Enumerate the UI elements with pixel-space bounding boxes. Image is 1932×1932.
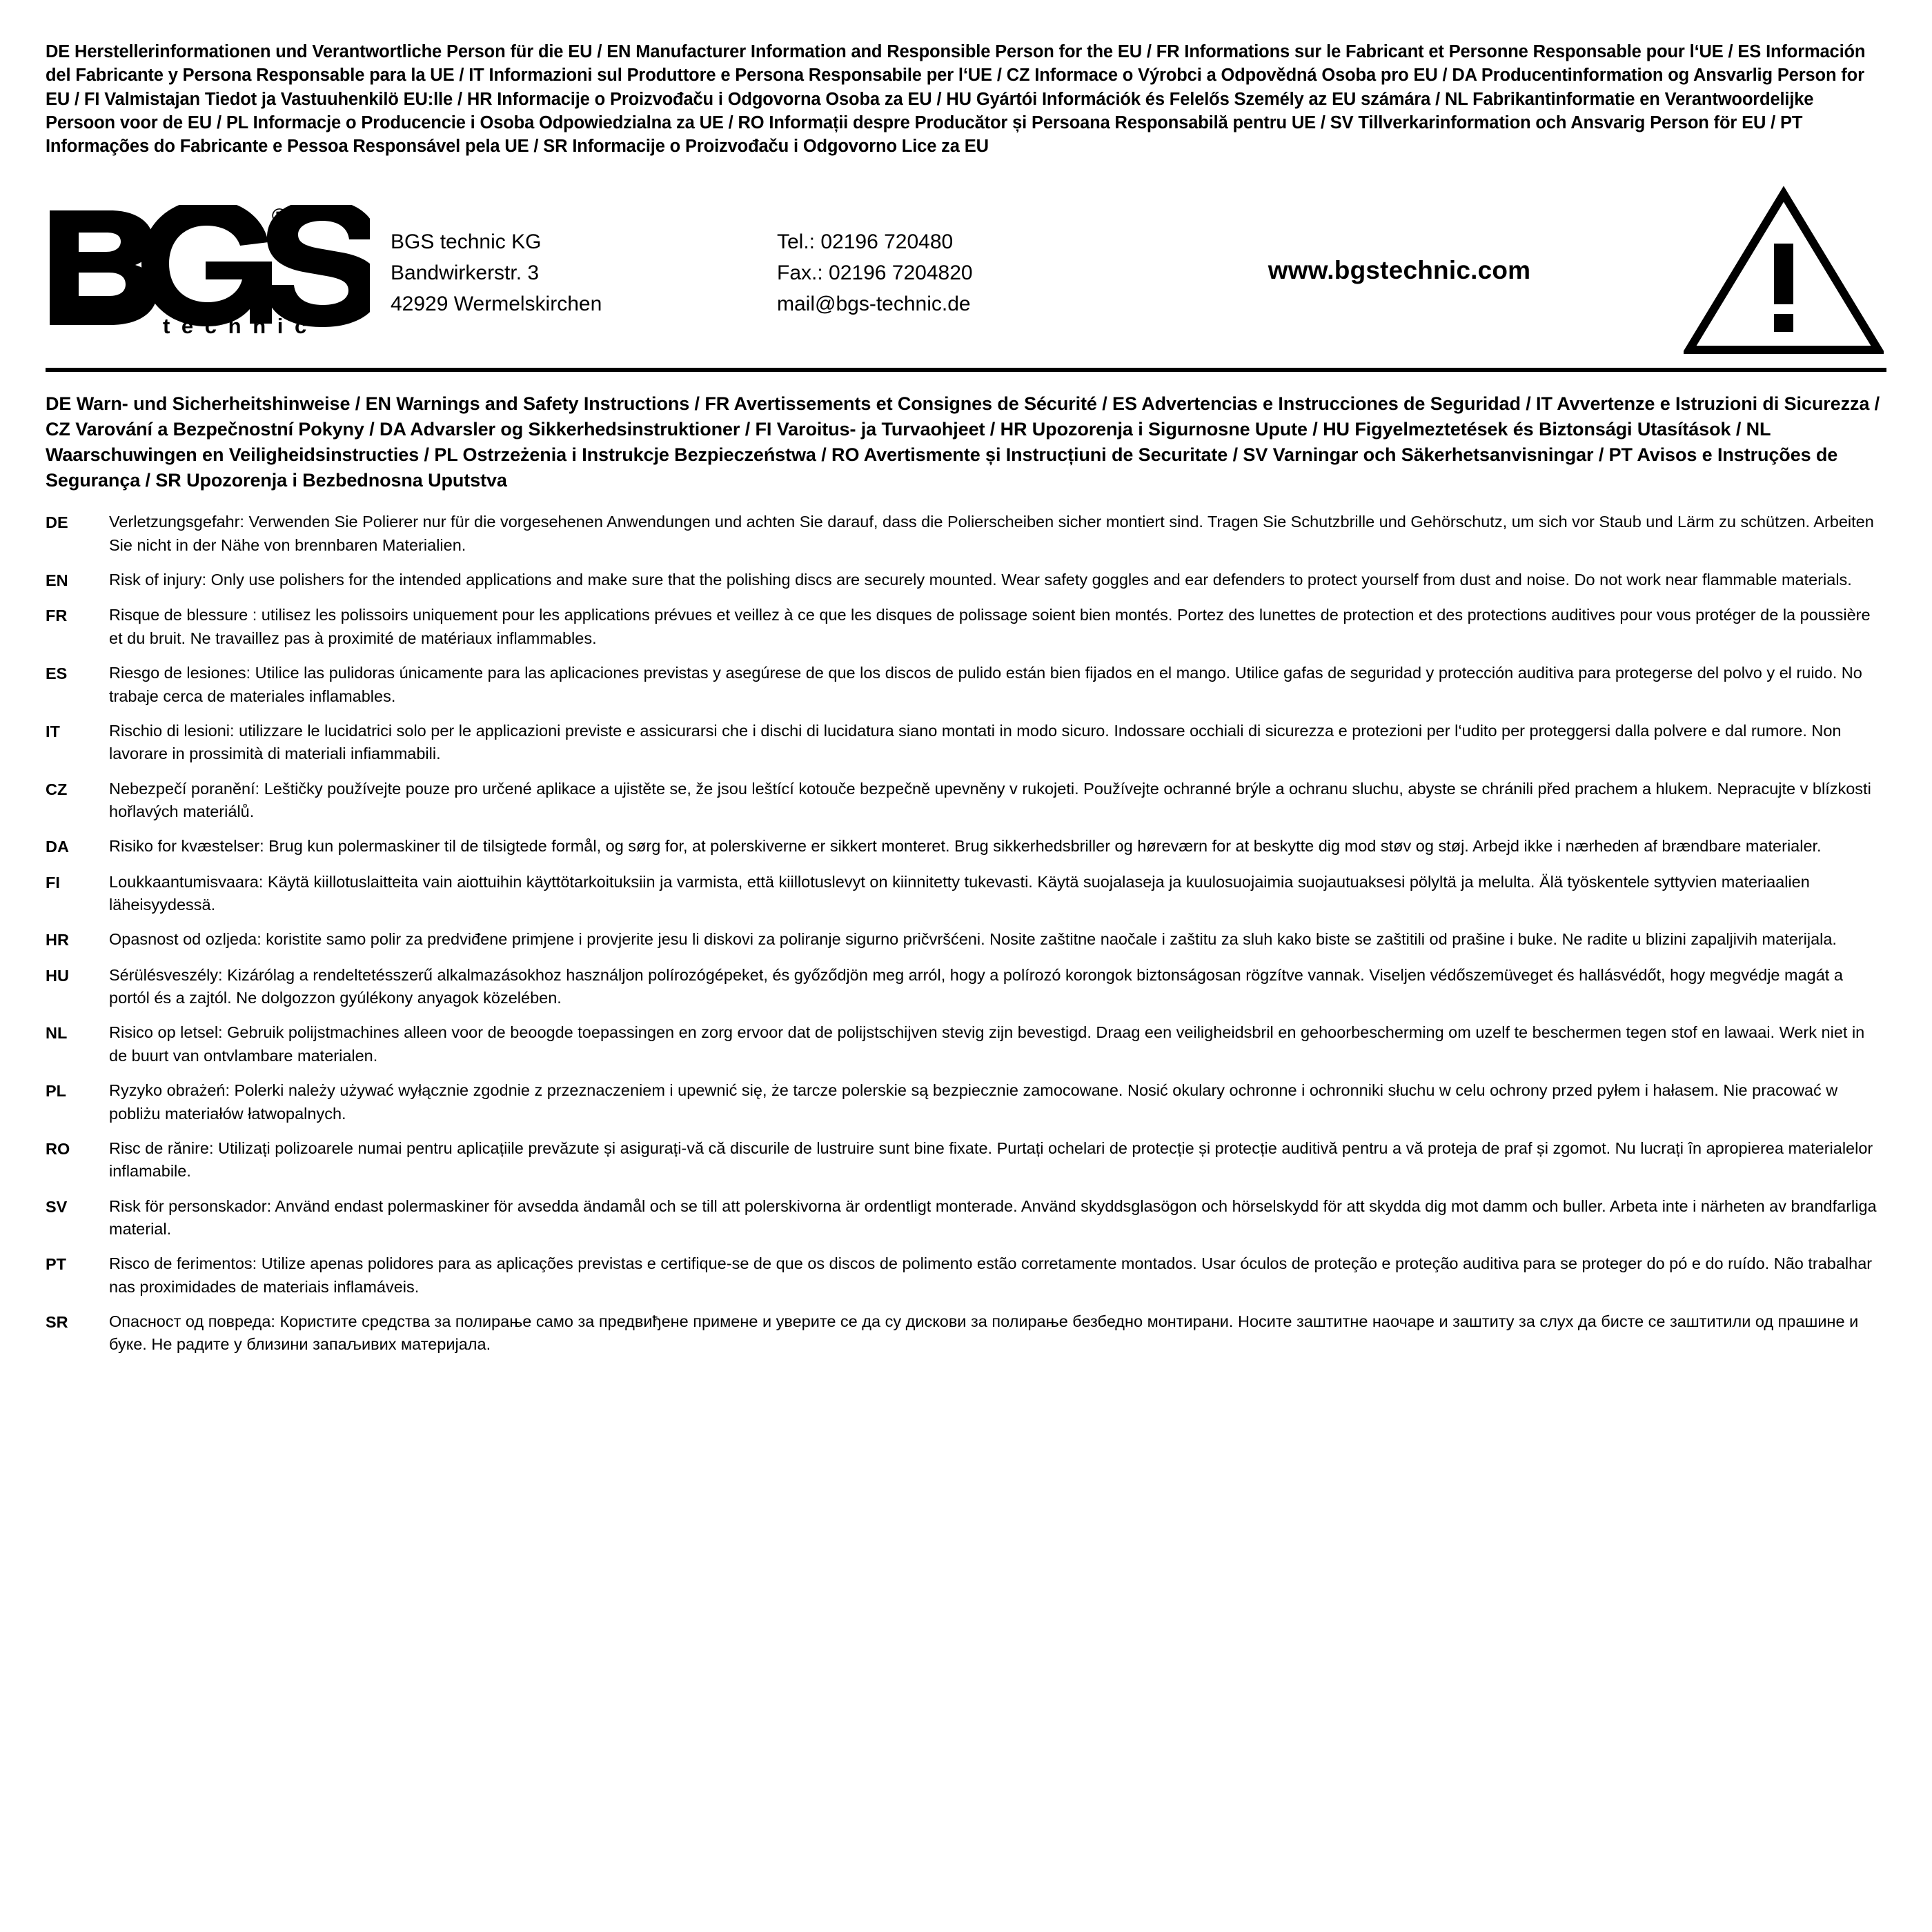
- warning-text: Risk för personskador: Använd endast polermaskiner för avsedda ändamål och se till att polerskivorna är ordentligt monterade. Använd skyddsglasögon och hörselskydd för att skydda dig mot damm och buller. Arbeta inte i närheten av brandfarliga material.: [109, 1196, 1877, 1238]
- company-name: BGS technic KG: [391, 230, 542, 253]
- company-email[interactable]: mail@bgs-technic.de: [777, 292, 971, 315]
- page-title: DE Herstellerinformationen und Verantwortliche Person für die EU / EN Manufacturer Information and Responsible Person for the EU / FR Informations sur le Fabricant et Personne Responsable pour l‘UE / ES Información del Fabricante y Persona Responsable para la UE / IT Informazioni sul Produttore e Persona Responsabile per l‘UE / CZ Informace o Výrobci a Odpovědná Osoba pro EU / DA Producentinformation og Ansvarlig Person for EU / FI Valmistajan Tiedot ja Vastuuhenkilö EU:lle / HR Informacije o Proizvođaču i Odgovorna Osoba za EU / HU Gyártói Információk és Felelős Személy az EU számára / NL Fabrikantinformatie en Verantwoordelijke Persoon voor de EU / PL Informacje o Producencie i Osoba Odpowiedzialna za UE / RO Informații despre Producător și Persoana Responsabilă pentru UE / SV Tillverkarinformation och Ansvarig Person för EU / PT Informações do Fabricante e Pessoa Responsável pela UE / SR Informacije o Proizvođaču i Odgovorno Lice za EU: [46, 42, 1866, 157]
- warning-text: Risico op letsel: Gebruik polijstmachines alleen voor de beoogde toepassingen en zorg ervoor dat de polijstschijven stevig zijn bevestigd. Draag een veiligheidsbril en gehoorbescherming om uzelf te beschermen tegen stof en lawaai. Werk niet in de buurt van ontvlambare materialen.: [109, 1023, 1865, 1065]
- language-code: FR: [46, 607, 68, 625]
- list-item: [46, 569, 1881, 592]
- warning-text: Loukkaantumisvaara: Käytä kiillotuslaitteita vain aiottuihin käyttötarkoituksiin ja varmista, että kiillotuslevyt on kiinnitetty tukevasti. Käytä suojalaseja ja kuulosuojaimia suojautuaksesi pölyltä ja melulta. Älä työskentele syttyvien materiaalien läheisyydessä.: [109, 872, 1810, 914]
- list-item: [46, 928, 1881, 952]
- warning-text: Risiko for kvæstelser: Brug kun polermaskiner til de tilsigtede formål, og sørg for, at polerskiverne er sikkert monteret. Brug sikkerhedsbriller og høreværn for at beskytte dig mod støv og støj. Arbejd ikke i nærheden af brændbare materialer.: [109, 837, 1822, 856]
- list-item: [46, 720, 1881, 766]
- list-item: [46, 662, 1881, 708]
- logo-subtext: t e c h n i c: [163, 314, 310, 339]
- company-telephone: Tel.: 02196 720480: [777, 230, 954, 253]
- bgs-logo: [46, 205, 391, 339]
- language-code: HR: [46, 931, 69, 949]
- warnings-list: [43, 511, 1889, 1356]
- company-contact: [777, 222, 1150, 319]
- registered-mark: ®: [271, 205, 287, 228]
- language-code: RO: [46, 1139, 70, 1158]
- company-information-band: [43, 175, 1889, 364]
- language-code: CZ: [46, 780, 68, 798]
- company-city: 42929 Wermelskirchen: [391, 292, 602, 315]
- language-code: DE: [46, 513, 68, 532]
- language-code: IT: [46, 722, 60, 740]
- list-item: [46, 871, 1881, 917]
- list-item: [46, 1137, 1881, 1183]
- warning-triangle-icon: [1677, 184, 1884, 357]
- warning-text: Risk of injury: Only use polishers for the intended applications and make sure that the polishing discs are securely mounted. Wear safety goggles and ear defenders to protect yourself from dust and noise. Do not work near flammable materials.: [109, 571, 1852, 589]
- list-item: [46, 1021, 1881, 1067]
- header-divider: [46, 368, 1886, 372]
- language-code: SR: [46, 1313, 68, 1332]
- warning-text: Ryzyko obrażeń: Polerki należy używać wyłącznie zgodnie z przeznaczeniem i upewnić się, że tarcze polerskie są bezpiecznie zamocowane. Nosić okulary ochronne i ochronniki słuchu w celu ochrony przed pyłem i hałasem. Nie pracować w pobliżu materiałów łatwopalnych.: [109, 1081, 1838, 1123]
- language-code: EN: [46, 571, 68, 590]
- warning-text: Nebezpečí poranění: Leštičky používejte pouze pro určené aplikace a ujistěte se, že jsou leštící kotouče bezpečně upevněny v rukojeti. Používejte ochranné brýle a ochranu sluchu, abyste se chránili před prachem a hlukem. Nepracujte v blízkosti hořlavých materiálů.: [109, 779, 1871, 820]
- list-item: [46, 1310, 1881, 1357]
- company-street: Bandwirkerstr. 3: [391, 261, 540, 284]
- warning-text: Risque de blessure : utilisez les polissoirs uniquement pour les applications prévues et veillez à ce que les disques de polissage soient bien montés. Portez des lunettes de protection et des protections auditives pour vous protéger de la poussière et du bruit. Ne travaillez pas à proximité de matériaux inflammables.: [109, 606, 1871, 647]
- list-item: [46, 1079, 1881, 1125]
- warning-text: Verletzungsgefahr: Verwenden Sie Polierer nur für die vorgesehenen Anwendungen und achten Sie darauf, dass die Polierscheiben sicher montiert sind. Tragen Sie Schutzbrille und Gehörschutz, um sich vor Staub und Lärm zu schützen. Arbeiten Sie nicht in der Nähe von brennbaren Materialien.: [109, 513, 1874, 554]
- list-item: [46, 604, 1881, 650]
- company-address: [391, 222, 777, 319]
- language-code: DA: [46, 838, 69, 856]
- language-code: FI: [46, 873, 60, 891]
- language-code: SV: [46, 1197, 68, 1216]
- warning-text: Sérülésveszély: Kizárólag a rendeltetésszerű alkalmazásokhoz használjon polírozógépeket, és győződjön meg arról, hogy a polírozó korongok biztonságosan rögzítve vannak. Viseljen védőszemüveget és hallásvédőt, hogy megvédje magát a portól és a zajtól. Ne dolgozzon gyúlékony anyagok közelében.: [109, 965, 1843, 1007]
- list-item: [46, 1195, 1881, 1241]
- list-item: [46, 511, 1881, 557]
- list-item: [46, 778, 1881, 824]
- warning-text: Riesgo de lesiones: Utilice las pulidoras únicamente para las aplicaciones previstas y asegúrese de que los discos de pulido están bien fijados en el mango. Utilice gafas de seguridad y protección auditiva para protegerse del polvo y el ruido. No trabaje cerca de materiales inflamables.: [109, 664, 1862, 705]
- warning-text: Risc de rănire: Utilizați polizoarele numai pentru aplicațiile prevăzute și asigurați-vă că discurile de lustruire sunt bine fixate. Purtați ochelari de protecție și protecție auditivă pentru a vă proteja de praf și zgomot. Nu lucrați în apropierea materialelor inflamabile.: [109, 1138, 1873, 1181]
- warning-text: Opasnost od ozljeda: koristite samo polir za predviđene primjene i provjerite jesu li diskovi za poliranje sigurno pričvršćeni. Nosite zaštitne naočale i zaštitu za sluh kako biste se zaštitili od prašine i buke. Ne radite u blizini zapaljivih materijala.: [109, 930, 1837, 949]
- language-code: ES: [46, 664, 68, 683]
- company-fax: Fax.: 02196 7204820: [777, 261, 973, 284]
- list-item: [46, 835, 1881, 858]
- warning-text: Rischio di lesioni: utilizzare le lucidatrici solo per le applicazioni previste e assicurarsi che i dischi di lucidatura siano montati in modo sicuro. Indossare occhiali di sicurezza e protezioni per l‘udito per proteggersi dalla polvere e dal rumore. Non lavorare in prossimità di materiali infiammabili.: [109, 721, 1842, 763]
- language-code: NL: [46, 1024, 68, 1043]
- language-code: PT: [46, 1255, 67, 1274]
- safety-section-title: DE Warn- und Sicherheitshinweise / EN Warnings and Safety Instructions / FR Avertissements et Consignes de Sécurité / ES Advertencias e Instrucciones de Seguridad / IT Avvertenze e Istruzioni di Sicurezza / CZ Varování a Bezpečnostní Pokyny / DA Advarsler og Sikkerhedsinstruktioner / FI Varoitus- ja Turvaohjeet / HR Upozorenja i Sigurnosne Upute / HU Figyelmeztetések és Biztonsági Utasítások / NL Waarschuwingen en Veiligheidsinstructies / PL Ostrzeżenia i Instrukcje Bezpieczeństwa / RO Avertismente și Instrucțiuni de Securitate / SV Varningar och Säkerhetsanvisningar / PT Avisos e Instruções de Segurança / SR Upozorenja i Bezbednosna Uputstva: [46, 393, 1880, 491]
- warning-text: Risco de ferimentos: Utilize apenas polidores para as aplicações previstas e certifique-se de que os discos de polimento estão corretamente montados. Usar óculos de proteção e proteção auditiva para se proteger do pó e do ruído. Não trabalhar nas proximidades de materiais inflamáveis.: [109, 1254, 1873, 1296]
- list-item: [46, 964, 1881, 1010]
- language-code: PL: [46, 1082, 67, 1101]
- warning-text: Опасност од повреда: Користите средства за полирање само за предвиђене примене и уверите се да су дискови за полирање безбедно монтирани. Носите заштитне наочаре и заштиту за слух да бисте се заштитили од прашине и буке. Не радите у близини запаљивих материјала.: [109, 1312, 1859, 1354]
- company-website[interactable]: www.bgstechnic.com: [1268, 256, 1531, 285]
- list-item: [46, 1252, 1881, 1299]
- language-code: HU: [46, 966, 69, 985]
